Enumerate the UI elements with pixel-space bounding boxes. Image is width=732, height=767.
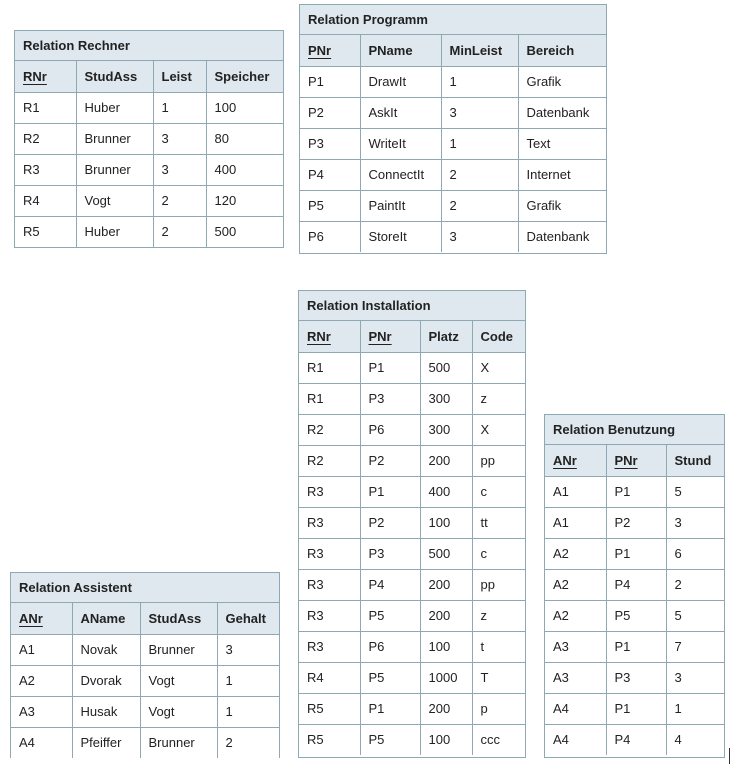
table-row [15,185,283,216]
table-cell: Dvorak [72,665,140,696]
table-row [11,634,279,665]
table-cell: P2 [606,507,666,538]
table-cell: P1 [606,538,666,569]
table-cell: Grafik [518,190,606,221]
table-cell: 3 [153,154,206,185]
table-cell: 120 [206,185,283,216]
table-cell: A1 [545,476,606,507]
table-cell: P1 [360,693,420,724]
table-cell: P3 [300,128,360,159]
table-row [11,696,279,727]
table-cell: R3 [299,631,360,662]
table-cell: Datenbank [518,221,606,252]
table-cell: P6 [300,221,360,252]
table-cell: Vogt [140,665,217,696]
header-row [15,61,283,92]
column-label: Leist [161,68,192,84]
table-cell: z [472,600,525,631]
table-cell: 2 [441,159,518,190]
table-cell: Pfeiffer [72,727,140,758]
table-cell: ConnectIt [360,159,441,190]
table-cell: P3 [360,383,420,414]
table-row [299,414,525,445]
table-row [300,66,606,97]
table-row [545,631,724,662]
column-header [206,61,283,92]
relation-title: Relation Installation [299,291,525,321]
table-cell: P6 [360,631,420,662]
table-cell: R4 [15,185,76,216]
table-cell: R1 [15,92,76,123]
table-cell: P1 [606,693,666,724]
table-cell: 7 [666,631,724,662]
table-cell: R3 [299,600,360,631]
table-cell: 2 [153,216,206,247]
table-row [299,631,525,662]
table-cell: A3 [11,696,72,727]
table-cell: P2 [360,507,420,538]
table-cell: 300 [420,383,472,414]
primary-key-label: RNr [307,328,331,344]
relation-table [300,35,606,252]
column-header [140,603,217,634]
table-cell: R3 [299,569,360,600]
table-cell: P4 [300,159,360,190]
table-cell: 80 [206,123,283,154]
table-row [299,693,525,724]
table-row [300,159,606,190]
table-cell: P4 [606,724,666,755]
table-cell: tt [472,507,525,538]
table-cell: Novak [72,634,140,665]
column-header [472,321,525,352]
table-row [299,538,525,569]
primary-key-label: PNr [308,42,332,58]
table-cell: 1000 [420,662,472,693]
column-label: AName [80,610,126,626]
table-cell: 100 [420,507,472,538]
column-label: StudAss [84,68,138,84]
column-label: Platz [428,328,459,344]
table-row [545,569,724,600]
table-row [545,538,724,569]
table-cell: P5 [360,600,420,631]
table-row [299,724,525,755]
table-cell: 1 [441,128,518,159]
table-cell: X [472,352,525,383]
table-cell: R5 [299,724,360,755]
table-cell: 1 [153,92,206,123]
table-cell: A4 [545,693,606,724]
table-cell: c [472,476,525,507]
relation-table [15,61,283,247]
relation-title: Relation Assistent [11,573,279,603]
table-cell: 200 [420,445,472,476]
table-row [299,507,525,538]
table-row [299,476,525,507]
table-cell: 2 [666,569,724,600]
column-header [420,321,472,352]
table-cell: P3 [360,538,420,569]
table-cell: 100 [420,631,472,662]
column-header [299,321,360,352]
relation-table [299,321,525,755]
table-row [300,97,606,128]
table-cell: Brunner [76,154,153,185]
table-cell: 1 [217,696,279,727]
column-header [606,445,666,476]
table-cell: Internet [518,159,606,190]
column-label: MinLeist [449,42,503,58]
table-cell: 1 [666,693,724,724]
column-header [518,35,606,66]
table-cell: T [472,662,525,693]
table-row [545,724,724,755]
table-row [15,216,283,247]
table-cell: 400 [420,476,472,507]
table-cell: 3 [441,221,518,252]
table-cell: X [472,414,525,445]
table-row [545,600,724,631]
table-cell: DrawIt [360,66,441,97]
table-cell: 5 [666,600,724,631]
table-cell: c [472,538,525,569]
table-cell: R3 [299,507,360,538]
table-cell: P1 [606,476,666,507]
table-cell: pp [472,445,525,476]
table-cell: 2 [441,190,518,221]
column-header [11,603,72,634]
table-cell: 200 [420,569,472,600]
relation-title: Relation Benutzung [545,415,724,445]
table-row [545,693,724,724]
column-label: Bereich [526,42,575,58]
table-cell: 500 [420,538,472,569]
relation-installation [298,290,526,758]
table-cell: R5 [15,216,76,247]
text-cursor [729,748,730,764]
column-header [76,61,153,92]
table-cell: A2 [545,600,606,631]
column-header [666,445,724,476]
column-header [360,321,420,352]
table-cell: A2 [545,569,606,600]
table-cell: 3 [666,507,724,538]
table-cell: P5 [360,662,420,693]
table-row [15,123,283,154]
table-cell: R4 [299,662,360,693]
table-cell: P4 [606,569,666,600]
table-cell: PaintIt [360,190,441,221]
table-cell: 4 [666,724,724,755]
table-cell: StoreIt [360,221,441,252]
table-cell: 2 [217,727,279,758]
table-cell: Brunner [140,727,217,758]
table-cell: P1 [300,66,360,97]
table-row [11,665,279,696]
table-cell: Grafik [518,66,606,97]
table-cell: R3 [299,538,360,569]
column-header [217,603,279,634]
primary-key-label: ANr [553,452,577,468]
column-header [72,603,140,634]
column-label: StudAss [148,610,202,626]
column-header [545,445,606,476]
header-row [300,35,606,66]
table-cell: R1 [299,383,360,414]
relation-table [11,603,279,758]
header-row [545,445,724,476]
table-cell: 400 [206,154,283,185]
table-cell: z [472,383,525,414]
column-header [153,61,206,92]
table-cell: A2 [11,665,72,696]
table-cell: R3 [15,154,76,185]
table-cell: P2 [300,97,360,128]
table-cell: Datenbank [518,97,606,128]
column-header [441,35,518,66]
table-cell: P4 [360,569,420,600]
table-row [15,154,283,185]
table-cell: A1 [11,634,72,665]
table-cell: P2 [360,445,420,476]
table-cell: p [472,693,525,724]
table-row [11,727,279,758]
table-cell: 300 [420,414,472,445]
table-cell: Brunner [76,123,153,154]
table-cell: Huber [76,216,153,247]
table-row [545,507,724,538]
table-row [15,92,283,123]
table-row [299,662,525,693]
table-row [299,445,525,476]
column-label: Stund [674,452,712,468]
table-cell: 3 [217,634,279,665]
table-cell: P6 [360,414,420,445]
table-cell: 100 [206,92,283,123]
column-header [360,35,441,66]
header-row [11,603,279,634]
table-cell: P5 [360,724,420,755]
table-row [299,569,525,600]
primary-key-label: ANr [19,610,43,626]
table-cell: 3 [666,662,724,693]
table-cell: P1 [606,631,666,662]
table-cell: 200 [420,693,472,724]
table-cell: P5 [300,190,360,221]
primary-key-label: PNr [614,452,638,468]
table-cell: ccc [472,724,525,755]
table-cell: 1 [441,66,518,97]
table-cell: P1 [360,476,420,507]
relation-benutzung [544,414,725,758]
table-cell: 6 [666,538,724,569]
column-header [300,35,360,66]
table-cell: 3 [441,97,518,128]
table-cell: R1 [299,352,360,383]
table-cell: R2 [299,414,360,445]
header-row [299,321,525,352]
table-cell: R3 [299,476,360,507]
table-cell: Huber [76,92,153,123]
table-cell: Husak [72,696,140,727]
column-label: Gehalt [225,610,266,626]
table-cell: 100 [420,724,472,755]
table-cell: 2 [153,185,206,216]
table-cell: 200 [420,600,472,631]
table-cell: t [472,631,525,662]
table-cell: Vogt [76,185,153,216]
table-cell: Vogt [140,696,217,727]
table-row [300,221,606,252]
table-row [545,476,724,507]
table-row [299,383,525,414]
primary-key-label: PNr [368,328,392,344]
table-cell: 500 [420,352,472,383]
column-label: Code [480,328,513,344]
table-cell: R2 [299,445,360,476]
table-row [299,352,525,383]
column-label: PName [368,42,413,58]
table-cell: Brunner [140,634,217,665]
table-cell: P5 [606,600,666,631]
relation-title: Relation Programm [300,5,606,35]
table-cell: P3 [606,662,666,693]
column-label: Speicher [214,68,270,84]
table-cell: P1 [360,352,420,383]
primary-key-label: RNr [23,68,47,84]
table-cell: 1 [217,665,279,696]
column-header [15,61,76,92]
relation-rechner [14,30,284,248]
relation-programm [299,4,607,254]
relation-title: Relation Rechner [15,31,283,61]
table-cell: A4 [545,724,606,755]
table-row [300,190,606,221]
table-cell: pp [472,569,525,600]
table-cell: R5 [299,693,360,724]
table-row [545,662,724,693]
table-cell: A2 [545,538,606,569]
table-cell: 500 [206,216,283,247]
table-cell: A3 [545,662,606,693]
table-cell: Text [518,128,606,159]
relation-assistent [10,572,280,758]
table-row [300,128,606,159]
table-row [299,600,525,631]
table-cell: A1 [545,507,606,538]
table-cell: A4 [11,727,72,758]
table-cell: WriteIt [360,128,441,159]
table-cell: AskIt [360,97,441,128]
table-cell: 3 [153,123,206,154]
table-cell: R2 [15,123,76,154]
table-cell: A3 [545,631,606,662]
table-cell: 5 [666,476,724,507]
relation-table [545,445,724,755]
